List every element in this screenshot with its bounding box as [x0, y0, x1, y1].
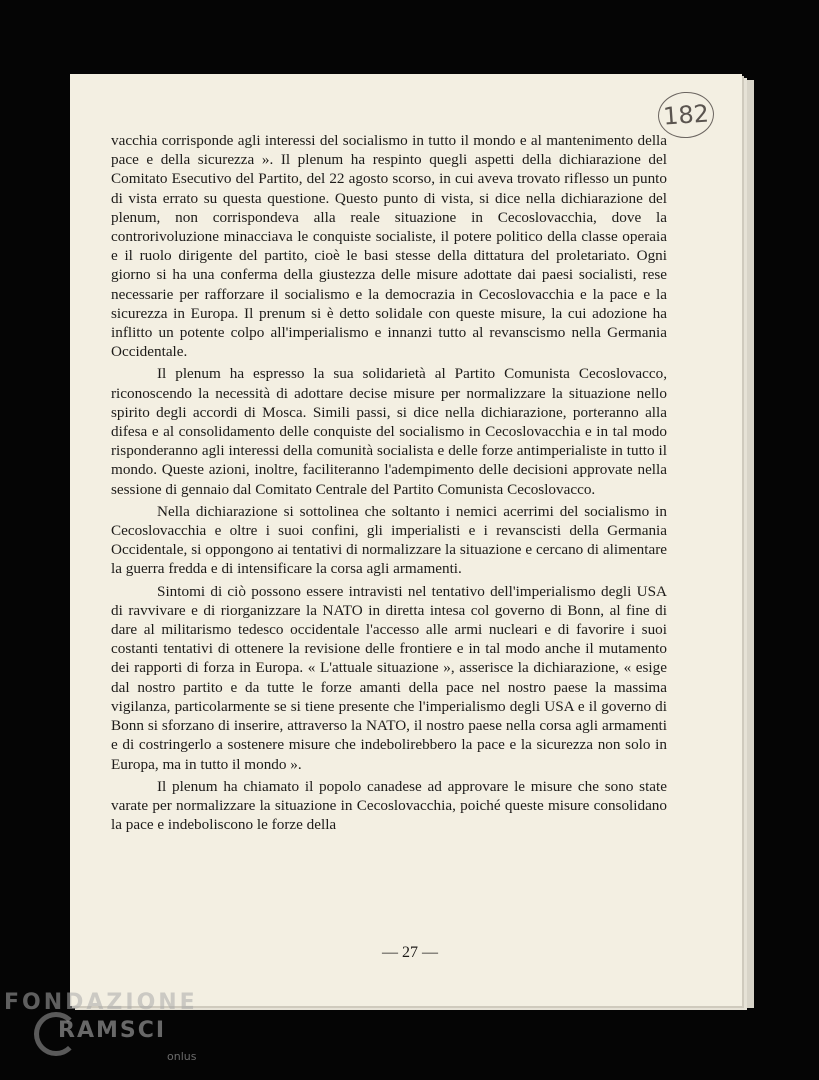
watermark-line-3: onlus	[167, 1050, 197, 1063]
fondazione-gramsci-watermark	[2, 990, 212, 1070]
page-number: — 27 —	[382, 944, 438, 961]
watermark-line-1: FONDAZIONE	[4, 990, 198, 1015]
paragraph-2: Il plenum ha espresso la sua solidarietà al Partito Comunista Cecoslovacco, riconoscendo la necessità di adottare decise misure per normalizzare la situazione nello spirito degli accordi di Mosca. Simili passi, si dice nella dichiarazione, porteranno alla difesa e al consolidamento delle conquiste del socialismo in Cecoslovacchia e in tal modo risponderanno agli interessi della comunità socialista e delle forze antimperialiste in tutto il mondo. Queste azioni, inoltre, faciliteranno l'adempimento delle decisioni approvate nella sessione di gennaio dal Comitato Centrale del Partito Comunista Cecoslovacco.	[111, 365, 667, 498]
paragraph-4: Sintomi di ciò possono essere intravisti nel tentativo dell'imperialismo degli USA di ravvivare e di riorganizzare la NATO in diretta intesa col governo di Bonn, al fine di dare al militarismo tedesco occidentale l'accesso alle armi nucleari e di favorire i suoi costanti tentativi di ottenere la revisione delle frontiere e in tal modo anche il mutamento dei rapporti di forza in Europa. « L'attuale situazione », asserisce la dichiarazione, « esige dal nostro partito e da tutte le forze amanti della pace nel nostro paese la massima vigilanza, particolarmente se si tiene presente che l'imperialismo degli USA e il governo di Bonn si sforzano di inserire, attraverso la NATO, il nostro paese nella corsa agli armamenti e di costringerlo a sostenere misure che indebolirebbero la pace e la sicurezza non solo in Europa, ma in tutto il mondo ».	[111, 582, 667, 773]
paragraph-3: Nella dichiarazione si sottolinea che soltanto i nemici acerrimi del socialismo in Cecoslovacchia e oltre i suoi confini, gli imperialisti e i revanscisti della Germania Occidentale, si oppongono ai tentativi di normalizzare la situazione e cercano di alimentare la guerra fredda e di intensificare la corsa agli armamenti.	[111, 502, 667, 578]
folio-number-circled: 182	[656, 90, 715, 140]
paragraph-1: vacchia corrisponde agli interessi del socialismo in tutto il mondo e al mantenimento della pace e della sicurezza ». Il plenum ha respinto quegli aspetti della dichiarazione del Comitato Esecutivo del Partito, del 22 agosto scorso, in cui aveva trovato riflesso un punto di vista errato su questa questione. Questo punto di vista, si dice nella dichiarazione del plenum, non corrispondeva alla reale situazione in Cecoslovacchia, dove la controrivoluzione minacciava le conquiste socialiste, il potere politico della classe operaia e il ruolo dirigente del partito, cioè le basi stesse della dittatura del proletariato. Ogni giorno si ha una conferma della giustezza delle misure adottate dai paesi socialisti, rese necessarie per rafforzare il socialismo e la democrazia in Cecoslovacchia e la pace e la sicurezza in Europa. Il prenum si è detto solidale con queste misure, la cui adozione ha inflitto un potente colpo all'imperialismo e innanzi tutto al revanscismo nella Germania Occidentale.	[111, 132, 667, 361]
watermark-line-2: RAMSCI	[58, 1018, 167, 1043]
body-text	[111, 131, 667, 837]
paragraph-5: Il plenum ha chiamato il popolo canadese ad approvare le misure che sono state varate per normalizzare la situazione in Cecoslovacchia, poiché queste misure consolidano la pace e indeboliscono le forze della	[111, 777, 667, 834]
